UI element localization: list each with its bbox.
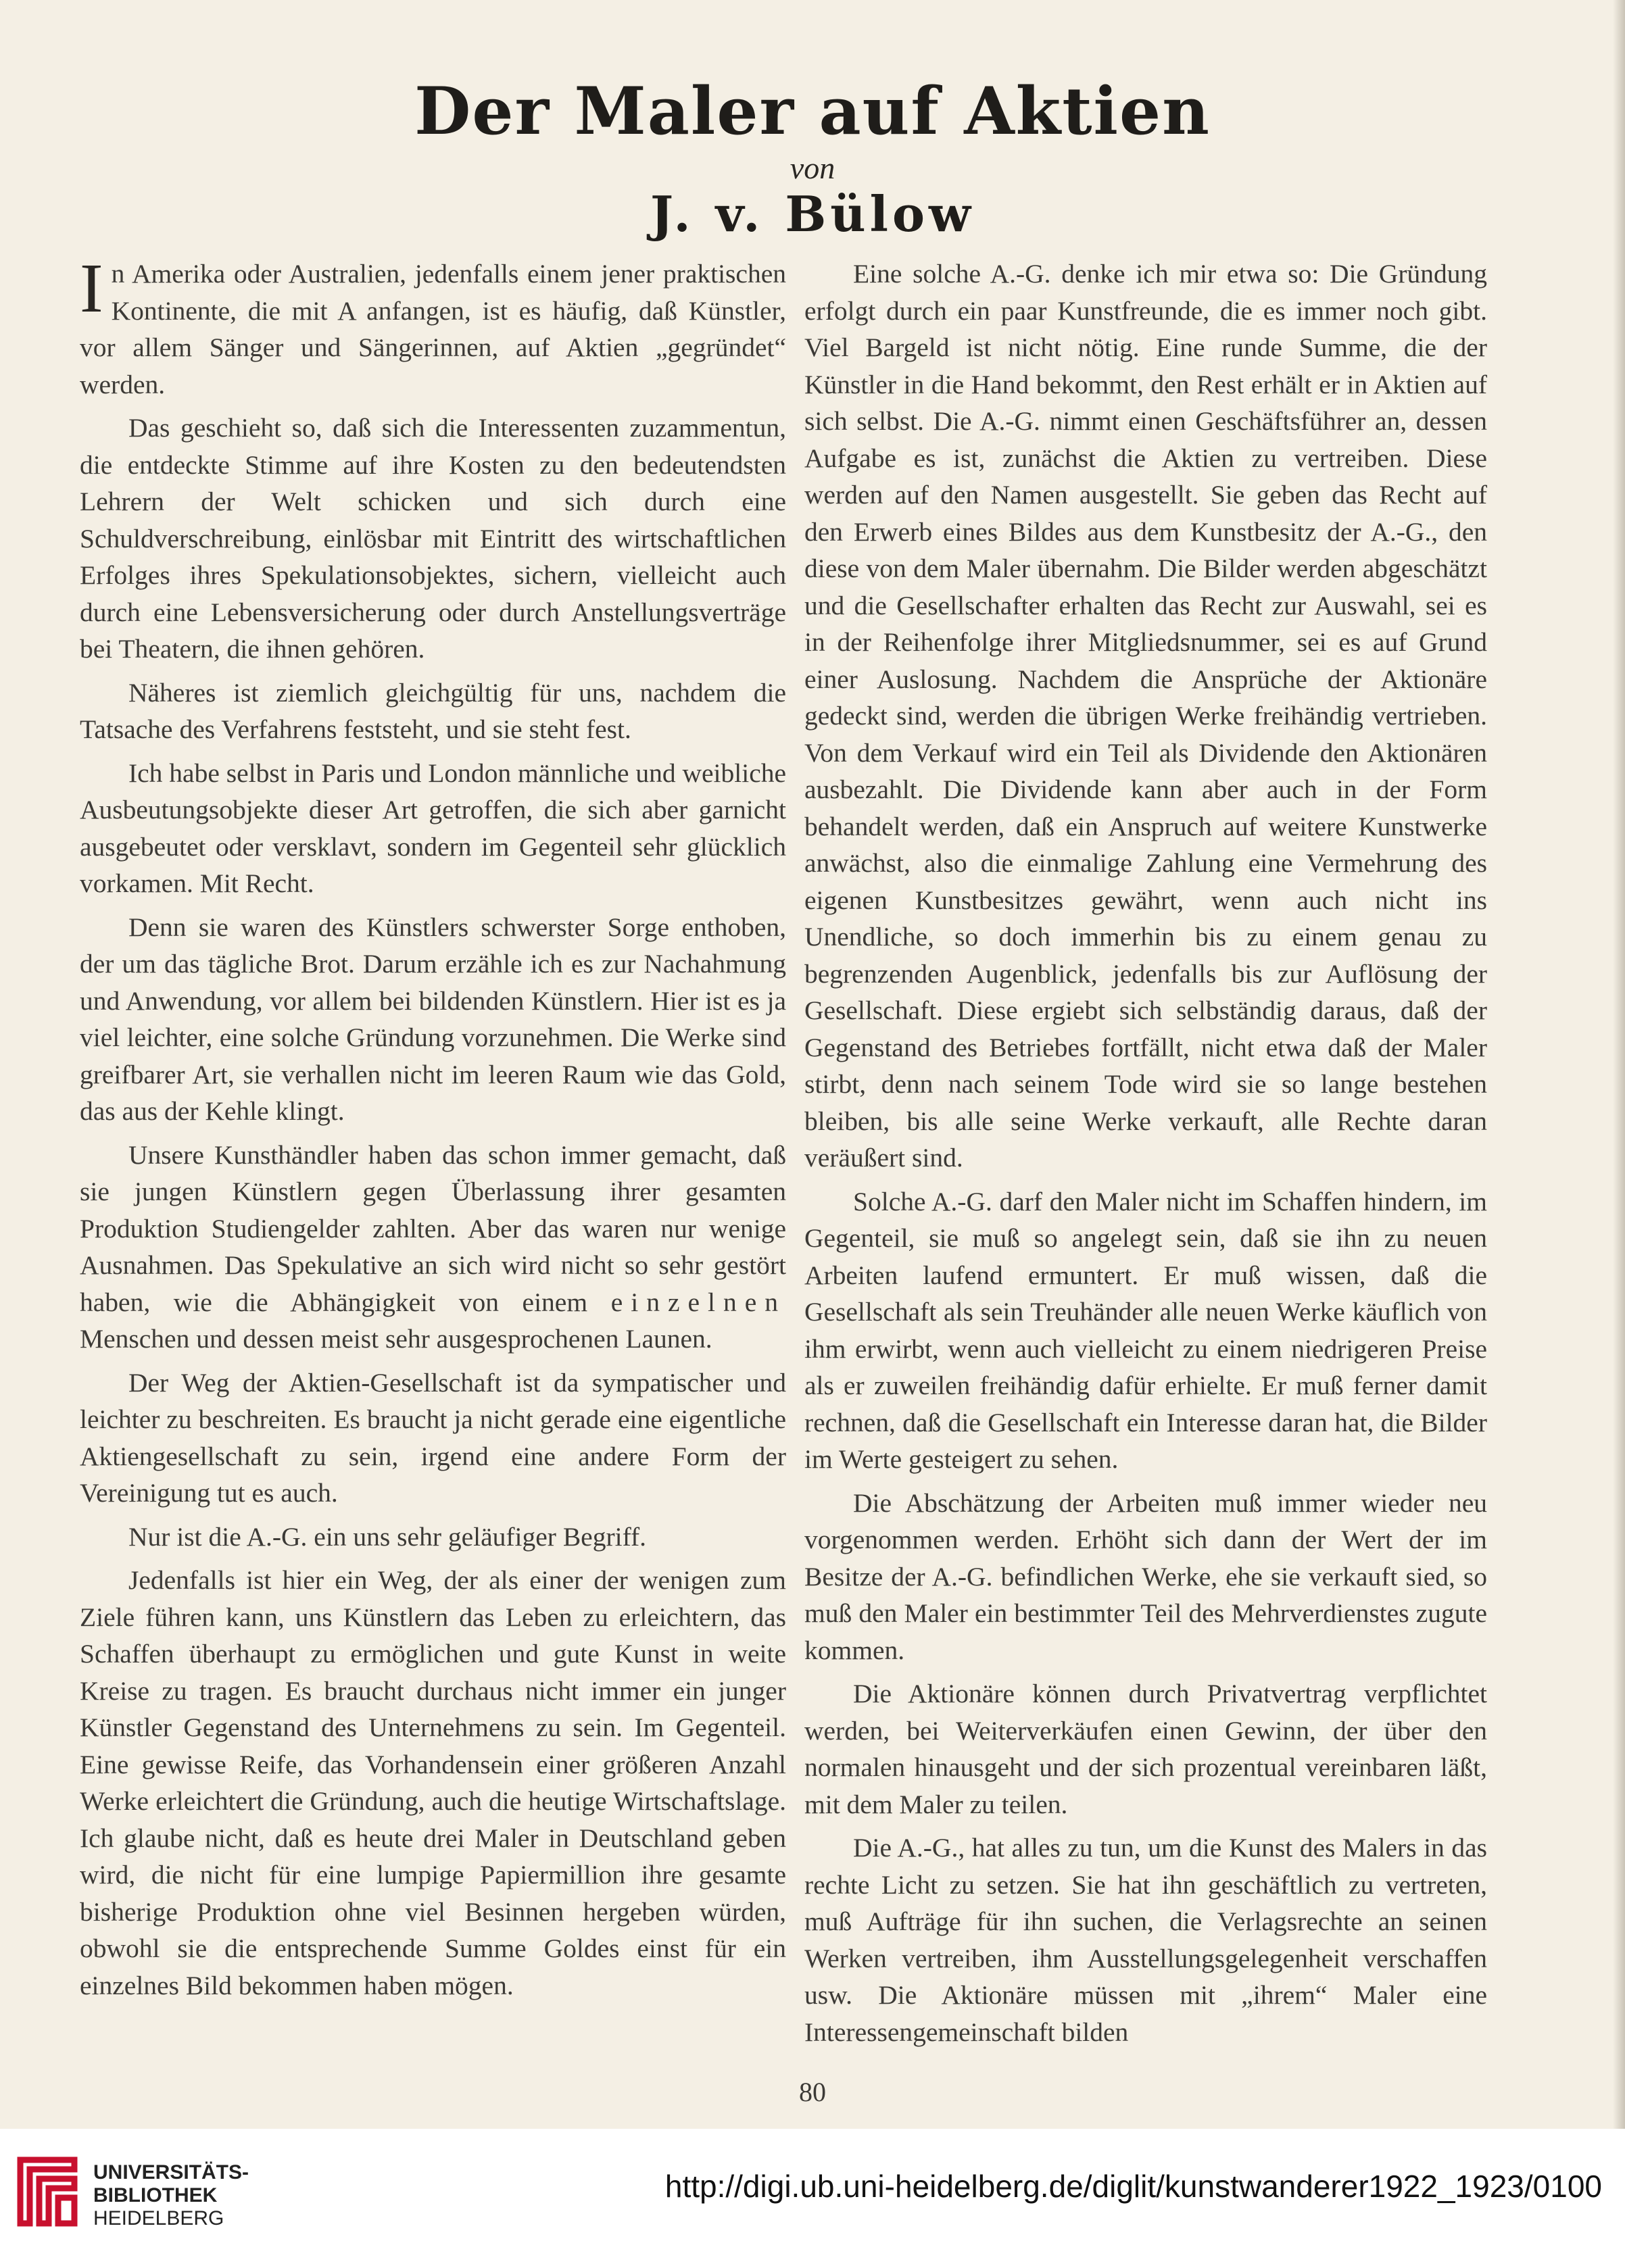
paragraph: Eine solche A.-G. denke ich mir etwa so: Die Gründung erfolgt durch ein paar Kunstfreunde, die es immer noch gibt. Viel Bargeld ist nicht nötig. Eine runde Summe, die der Künstler in die Hand bekommt, den Rest erhält er in Aktien auf sich selbst. Die A.-G. nimmt einen Geschäftsführer an, dessen Aufgabe es ist, zunächst die Aktien zu vertreiben. Diese werden auf den Namen ausgestellt. Sie geben das Recht auf den Erwerb eines Bildes aus dem Kunstbesitz der A.-G., den diese von dem Maler übernahm. Die Bilder werden abgeschätzt und die Gesellschafter erhalten das Recht zur Auswahl, sei es in der Reihenfolge ihrer Mitgliedsnummer, sei es auf Grund einer Auslosung. Nachdem die Ansprüche der Aktionäre gedeckt sind, werden die übrigen Werke freihändig vertrieben. Von dem Verkauf wird ein Teil als Dividende den Aktionären ausbezahlt. Die Dividende kann aber auch in der Form behandelt werden, daß ein Anspruch auf weitere Kunstwerke anwächst, also die einmalige Zahlung eine Vermehrung des eigenen Kunstbesitzes gewährt, wenn auch nicht ins Unendliche, so doch immerhin bis zu einem genau zu begrenzenden Augenblick, jedenfalls bis zur Auflösung der Gesellschaft. Diese ergiebt sich selbständig daraus, daß der Gegenstand des Betriebes fortfällt, nicht etwa daß der Maler stirbt, denn nach seinem Tode wird sie so lange bestehen bleiben, bis alle seine Werke verkauft, alle Rechte daran veräußert sind. <box>804 259 1487 1173</box>
ub-heidelberg-logo-icon[interactable] <box>15 2154 80 2229</box>
paragraph: Das geschieht so, daß sich die Interessenten zuzammentun, die entdeckte Stimme auf ihre Kosten zu den bedeutendsten Lehrern der Welt schicken und sich durch eine Schuldverschreibung, einlösbar mit Eintritt des wirtschaftlichen Erfolges ihres Spekulationsobjektes, sichern, vielleicht auch durch eine Lebensversicherung oder durch Anstellungsverträge bei Theatern, die ihnen gehören. <box>80 413 786 664</box>
paragraph: Nur ist die A.-G. ein uns sehr geläufiger Begriff. <box>128 1521 647 1552</box>
paragraph: Unsere Kunsthändler haben das schon immer gemacht, daß sie jungen Künstlern gegen Überlassung ihrer gesamten Produktion Studiengelder zahlten. Aber das waren nur wenige Ausnahmen. Das Spekulative an sich wird nicht so sehr gestört haben, wie die Abhängigkeit von einem einzelnen Menschen und dessen meist sehr ausgesprochenen Launen. <box>80 1139 787 1354</box>
source-url-link[interactable]: http://digi.ub.uni-heidelberg.de/diglit/kunstwanderer1922_1923/0100 <box>664 2169 1602 2204</box>
page-edge-shadow <box>1613 0 1625 2129</box>
drop-cap: I <box>80 249 103 327</box>
left-column <box>80 249 787 2026</box>
paragraph: Ich habe selbst in Paris und London männliche und weibliche Ausbeutungsobjekte dieser Art getroffen, die sich aber garnicht ausgebeutet oder versklavt, sondern im Gegenteil sehr glücklich vorkamen. Mit Recht. <box>80 758 787 898</box>
paragraph: In Amerika oder Australien, jedenfalls einem jener praktischen Kontinente, die mit A anfangen, ist es häufig, daß Künstler, vor allem Sänger und Sängerinnen, auf Aktien „gegründet“ werden. <box>80 249 786 399</box>
paragraph: Die A.-G., hat alles zu tun, um die Kunst des Malers in das rechte Licht zu setzen. Sie hat ihn geschäftlich zu vertreten, muß Aufträge für ihn suchen, die Verlagsrechte an seinen Werken vertreiben, ihm Ausstellungsgelegenheit verschaffen usw. Die Aktionäre müssen mit „ihrem“ Maler eine Interessengemeinschaft bilden <box>804 1833 1487 2047</box>
paragraph: Solche A.-G. darf den Maler nicht im Schaffen hindern, im Gegenteil, sie muß so angelegt sein, daß sie ihn zu neuen Arbeiten laufend ermuntert. Er muß wissen, daß die Gesellschaft als sein Treuhänder alle neuen Werke käuflich von ihm erwirbt, wenn auch vielleicht zu einem niedrigeren Preise als er zuweilen freihändig dafür erhielte. Er muß ferner damit rechnen, daß die Gesellschaft ein Interesse daran hat, die Bilder im Werte gesteigert zu sehen. <box>804 1186 1487 1474</box>
paragraph: Die Aktionäre können durch Privatvertrag verpflichtet werden, bei Weiterverkäufen einen Gewinn, der über den normalen hinausgeht und der sich prozentual vereinbaren läßt, mit dem Maler zu teilen. <box>804 1679 1487 1819</box>
article-author: J. v. Bülow <box>650 185 975 243</box>
paragraph: Denn sie waren des Künstlers schwerster Sorge enthoben, der um das tägliche Brot. Darum erzähle ich es zur Nachahmung und Anwendung, vor allem bei bildenden Künstlern. Hier ist es ja viel leichter, eine solche Gründung vorzunehmen. Die Werke sind greifbarer Art, sie verhallen nicht im leeren Raum wie das Gold, das aus der Kehle klingt. <box>80 912 786 1126</box>
paragraph: Jedenfalls ist hier ein Weg, der als einer der wenigen zum Ziele führen kann, uns Künstlern das Leben zu erleichtern, das Schaffen überhaupt zu ermöglichen und gute Kunst in weite Kreise zu tragen. Es braucht durchaus nicht immer ein junger Künstler Gegenstand des Unternehmens zu sein. Im Gegenteil. Eine gewisse Reife, das Vorhandensein einer größeren Anzahl Werke erleichtert die Gründung, auch die heutige Wirtschaftslage. Ich glaube nicht, daß es heute drei Maler in Deutschland geben wird, die nicht für eine lumpige Papiermillion ihre gesamte bisherige Produktion ohne viel Besinnen hergeben würden, obwohl sie die entsprechende Summe Goldes einst für ein einzelnes Bild bekommen haben mögen. <box>80 1565 786 2000</box>
paragraph: Die Abschätzung der Arbeiten muß immer wieder neu vorgenommen werden. Erhöht sich dann der Wert der im Besitze der A.-G. befindlichen Werke, ehe sie verkauft sied, so muß den Maler ein bestimmter Teil des Mehrverdienstes zugute kommen. <box>804 1487 1487 1665</box>
page-number: 80 <box>799 2077 826 2107</box>
byline-von: von <box>790 151 835 185</box>
digitization-footer <box>0 2129 1625 2268</box>
emphasized-word: einzelnen <box>610 1287 787 1317</box>
paragraph: Näheres ist ziemlich gleichgültig für uns, nachdem die Tatsache des Verfahrens feststeht, und sie steht fest. <box>80 677 786 744</box>
library-name[interactable]: UNIVERSITÄTS- BIBLIOTHEK HEIDELBERG <box>93 2161 249 2229</box>
article-title: Der Maler auf Aktien <box>414 73 1211 149</box>
paragraph: Der Weg der Aktien-Gesellschaft ist da sympatischer und leichter zu beschreiten. Es braucht ja nicht gerade eine eigentliche Aktiengesellschaft zu sein, irgend eine andere Form der Vereinigung tut es auch. <box>80 1367 786 1508</box>
right-column <box>804 255 1487 2047</box>
